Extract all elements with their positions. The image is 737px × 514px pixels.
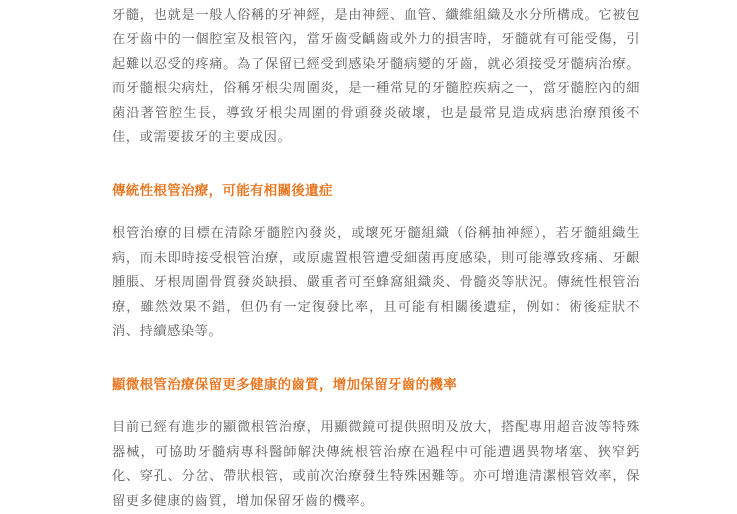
paragraph-traditional-root-canal: 根管治療的目標在清除牙髓腔內發炎，或壞死牙髓組織（俗稱抽神經），若牙髓組織生病，而未即時接受根管治療，或原處置根管遭受細菌再度感染，則可能導致疼痛、牙齦腫脹、牙根周圍骨質發炎缺損、嚴重者可至蜂窩組織炎、骨髓炎等狀況。傳統性根管治療，雖然效果不錯，但仍有一定復發比率，且可能有相關後遺症，例如：術後症狀不消、持續感染等。 [112, 226, 640, 340]
paragraph-dental-pulp-intro: 牙髓，也就是一般人俗稱的牙神經，是由神經、血管、纖維組織及水分所構成。它被包在牙齒中的一個腔室及根管內，當牙齒受齲齒或外力的損害時，牙髓就有可能受傷，引起難以忍受的疼痛。為了保留已經受到感染牙髓病變的牙齒，就必須接受牙髓病治療。而牙髓根尖病灶，俗稱牙根尖周圍炎，是一種常見的牙髓腔疾病之一，當牙髓腔內的細菌沿著管腔生長，導致牙根尖周圍的骨頭發炎破壞，也是最常見造成病患治療預後不佳，或需要拔牙的主要成因。 [112, 8, 640, 146]
section-heading-traditional-root-canal: 傳統性根管治療，可能有相關後遺症 [112, 183, 333, 200]
section-heading-microscopic-root-canal: 顯微根管治療保留更多健康的齒質，增加保留牙齒的機率 [112, 377, 457, 394]
article-body [112, 0, 640, 514]
paragraph-microscopic-root-canal: 目前已經有進步的顯微根管治療，用顯微鏡可提供照明及放大，搭配專用超音波等特殊器械，可協助牙髓病專科醫師解決傳統根管治療在過程中可能遭遇異物堵塞、狹窄鈣化、穿孔、分岔、帶狀根管，或前次治療發生特殊困難等。亦可增進清潔根管效率，保留更多健康的齒質，增加保留牙齒的機率。 [112, 420, 640, 509]
